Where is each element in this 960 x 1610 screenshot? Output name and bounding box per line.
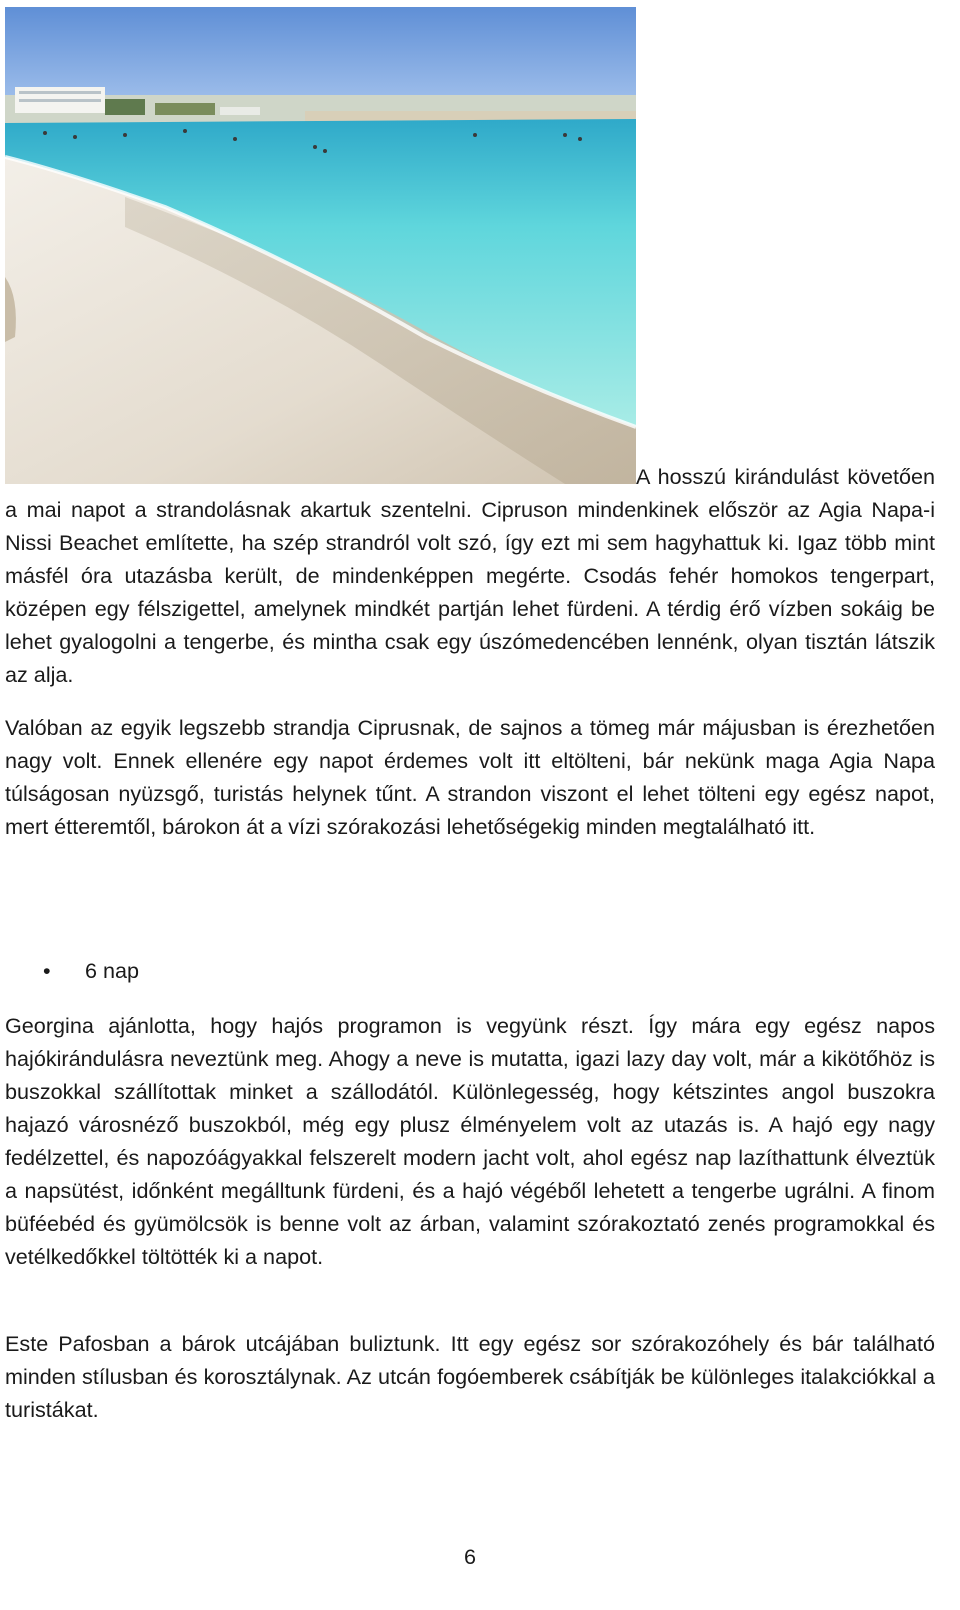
bullet-icon: • [43, 958, 51, 983]
paragraph-pafos-night: Este Pafosban a bárok utcájában buliztunk. Itt egy egész sor szórakozóhely és bár található minden stílusban és korosztálynak. Az utcán fogóemberek csábítják be különleges italakciókkal a turistákat. [5, 1331, 935, 1422]
paragraph-nissi-beach: A hosszú kirándulást követően a mai napot a strandolásnak akartuk szentelni. Cipruson mindenkinek először az Agia Napa-i Nissi Beachet említette, ha szép strandról volt szó, így ezt mi sem hagyhattuk ki. Igaz több mint másfél óra utazásba került, de mindenképpen megérte. Csodás fehér homokos tengerpart, középen egy félszigettel, amelynek mindkét partján lehet fürdeni. A térdig érő vízben sokáig be lehet gyalogolni a tengerbe, és mintha csak egy úszómedencében lennénk, olyan tisztán látszik az alja. [5, 464, 935, 687]
beach-photo [5, 7, 636, 484]
paragraph-boat-trip: Georgina ajánlotta, hogy hajós programon is vegyünk részt. Így mára egy egész napos hajókirándulásra neveztünk meg. Ahogy a neve is mutatta, igazi lazy day volt, már a kikötőhöz is buszokkal szállítottak minket a szállodától. Különlegesség, hogy kétszintes angol buszokra hajazó városnéző buszokból, még egy plusz élményelem volt az utazás is. A hajó egy nagy fedélzettel, és napozóágyakkal felszerelt modern jacht volt, ahol egész nap lazíthattunk élveztük a napsütést, időnként megálltunk fürdeni, és a hajó végéből lehetett a tengerbe ugrálni. A finom büféebéd és gyümölcsök is benne volt az árban, valamint szórakoztató zenés programokkal és vetélkedőkkel töltötték ki a napot. [5, 1013, 935, 1269]
bullet-label: 6 nap [85, 958, 140, 983]
page-number: 6 [463, 1544, 476, 1569]
paragraph-beach-crowd: Valóban az egyik legszebb strandja Ciprusnak, de sajnos a tömeg már májusban is érezhetően nagy volt. Ennek ellenére egy napot érdemes volt itt eltölteni, bár nekünk maga Agia Napa túlságosan nyüzsgő, turistás helynek tűnt. A strandon viszont el lehet tölteni egy egész napot, mert étteremtől, bárokon át a vízi szórakozási lehetőségekig minden megtalálható itt. [5, 715, 935, 839]
beach-photo-illustration [5, 7, 636, 484]
